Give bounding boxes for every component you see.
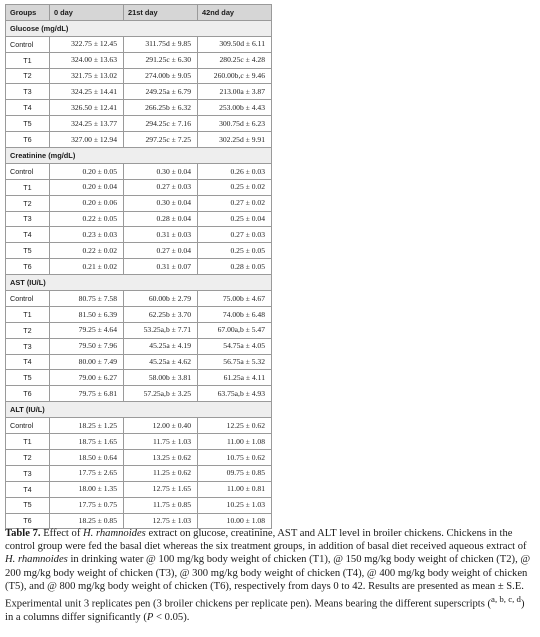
cell-day-42: 11.00 ± 0.81 <box>198 481 272 497</box>
cell-group: T1 <box>6 52 50 68</box>
section-title: ALT (IU/L) <box>6 402 272 418</box>
cell-day-42: 0.25 ± 0.04 <box>198 211 272 227</box>
table-row <box>6 338 272 354</box>
caption-superscripts: a, b, c, d <box>491 594 521 605</box>
cell-day-42: 12.25 ± 0.62 <box>198 418 272 434</box>
table-row <box>6 100 272 116</box>
cell-group: T6 <box>6 259 50 275</box>
cell-day-21: 45.25a ± 4.19 <box>124 338 198 354</box>
cell-group: T6 <box>6 386 50 402</box>
cell-day-21: 274.00b ± 9.05 <box>124 68 198 84</box>
cell-day-0: 17.75 ± 2.65 <box>50 465 124 481</box>
cell-day-21: 58.00b ± 3.81 <box>124 370 198 386</box>
table-row <box>6 449 272 465</box>
cell-day-42: 10.00 ± 1.08 <box>198 513 272 529</box>
cell-day-42: 260.00b,c ± 9.46 <box>198 68 272 84</box>
cell-day-21: 294.25c ± 7.16 <box>124 116 198 132</box>
cell-day-42: 213.00a ± 3.87 <box>198 84 272 100</box>
cell-group: T5 <box>6 497 50 513</box>
cell-day-42: 0.27 ± 0.02 <box>198 195 272 211</box>
cell-day-21: 0.28 ± 0.04 <box>124 211 198 227</box>
table-row <box>6 434 272 450</box>
cell-day-21: 0.30 ± 0.04 <box>124 195 198 211</box>
cell-day-0: 0.21 ± 0.02 <box>50 259 124 275</box>
cell-group: T6 <box>6 513 50 529</box>
cell-day-42: 0.25 ± 0.05 <box>198 243 272 259</box>
cell-group: T3 <box>6 84 50 100</box>
cell-day-42: 75.00b ± 4.67 <box>198 291 272 307</box>
cell-day-21: 11.25 ± 0.62 <box>124 465 198 481</box>
cell-group: T1 <box>6 434 50 450</box>
cell-group: Control <box>6 291 50 307</box>
cell-group: T3 <box>6 465 50 481</box>
cell-day-0: 0.20 ± 0.05 <box>50 163 124 179</box>
cell-group: T4 <box>6 481 50 497</box>
cell-day-21: 0.27 ± 0.04 <box>124 243 198 259</box>
cell-group: T4 <box>6 354 50 370</box>
table-row <box>6 259 272 275</box>
section-title: AST (IU/L) <box>6 275 272 291</box>
cell-day-42: 0.25 ± 0.02 <box>198 179 272 195</box>
cell-day-21: 0.31 ± 0.03 <box>124 227 198 243</box>
cell-day-42: 0.28 ± 0.05 <box>198 259 272 275</box>
cell-day-42: 0.26 ± 0.03 <box>198 163 272 179</box>
cell-day-21: 62.25b ± 3.70 <box>124 306 198 322</box>
cell-day-0: 79.00 ± 6.27 <box>50 370 124 386</box>
cell-group: T2 <box>6 322 50 338</box>
cell-group: Control <box>6 36 50 52</box>
cell-group: T5 <box>6 116 50 132</box>
table-header-row <box>6 5 272 21</box>
table-row <box>6 179 272 195</box>
table-row <box>6 163 272 179</box>
cell-day-21: 12.75 ± 1.65 <box>124 481 198 497</box>
cell-day-0: 0.22 ± 0.02 <box>50 243 124 259</box>
caption-text-4: ) in a columns differ significantly ( <box>5 598 525 623</box>
cell-day-21: 12.00 ± 0.40 <box>124 418 198 434</box>
cell-day-0: 0.22 ± 0.05 <box>50 211 124 227</box>
caption-p-symbol: P <box>146 611 154 623</box>
table-row <box>6 132 272 148</box>
cell-group: Control <box>6 418 50 434</box>
cell-day-42: 67.00a,b ± 5.47 <box>198 322 272 338</box>
cell-day-0: 79.75 ± 6.81 <box>50 386 124 402</box>
cell-day-21: 13.25 ± 0.62 <box>124 449 198 465</box>
cell-group: T1 <box>6 179 50 195</box>
cell-day-42: 253.00b ± 4.43 <box>198 100 272 116</box>
section-header-row <box>6 20 272 36</box>
table-row <box>6 354 272 370</box>
cell-day-0: 327.00 ± 12.94 <box>50 132 124 148</box>
section-header-row <box>6 275 272 291</box>
results-table-container <box>5 4 271 529</box>
table-row <box>6 36 272 52</box>
cell-group: T3 <box>6 211 50 227</box>
cell-group: T6 <box>6 132 50 148</box>
cell-day-0: 18.75 ± 1.65 <box>50 434 124 450</box>
table-row <box>6 386 272 402</box>
cell-group: T2 <box>6 449 50 465</box>
table-row <box>6 322 272 338</box>
cell-day-42: 61.25a ± 4.11 <box>198 370 272 386</box>
cell-day-42: 11.00 ± 1.08 <box>198 434 272 450</box>
cell-day-0: 0.20 ± 0.06 <box>50 195 124 211</box>
cell-day-0: 324.00 ± 13.63 <box>50 52 124 68</box>
cell-day-0: 324.25 ± 13.77 <box>50 116 124 132</box>
table-row <box>6 370 272 386</box>
cell-day-42: 09.75 ± 0.85 <box>198 465 272 481</box>
cell-day-42: 54.75a ± 4.05 <box>198 338 272 354</box>
cell-day-0: 18.25 ± 1.25 <box>50 418 124 434</box>
cell-day-21: 11.75 ± 1.03 <box>124 434 198 450</box>
cell-day-21: 311.75d ± 9.85 <box>124 36 198 52</box>
header-day-42: 42nd day <box>198 5 272 21</box>
caption-text-2: extract on glucose, creatinine, AST and ALT level in broiler chickens. Chickens in the control group were fed the basal diet whereas the six treatment groups, in addition of basal diet received aqueous extract of <box>5 528 527 553</box>
cell-group: T5 <box>6 370 50 386</box>
cell-day-42: 56.75a ± 5.32 <box>198 354 272 370</box>
table-row <box>6 116 272 132</box>
table-row <box>6 481 272 497</box>
header-day-21: 21st day <box>124 5 198 21</box>
cell-day-42: 300.75d ± 6.23 <box>198 116 272 132</box>
cell-group: T5 <box>6 243 50 259</box>
cell-day-0: 79.25 ± 4.64 <box>50 322 124 338</box>
cell-day-0: 17.75 ± 0.75 <box>50 497 124 513</box>
cell-day-42: 10.25 ± 1.03 <box>198 497 272 513</box>
table-row <box>6 84 272 100</box>
cell-day-0: 326.50 ± 12.41 <box>50 100 124 116</box>
cell-day-0: 0.20 ± 0.04 <box>50 179 124 195</box>
cell-group: T3 <box>6 338 50 354</box>
section-header-row <box>6 148 272 164</box>
cell-day-0: 18.50 ± 0.64 <box>50 449 124 465</box>
cell-day-21: 291.25c ± 6.30 <box>124 52 198 68</box>
table-row <box>6 306 272 322</box>
results-table <box>5 4 272 529</box>
caption-species-2: H. rhamnoides <box>5 554 68 566</box>
cell-day-42: 10.75 ± 0.62 <box>198 449 272 465</box>
cell-group: Control <box>6 163 50 179</box>
cell-day-21: 57.25a,b ± 3.25 <box>124 386 198 402</box>
cell-group: T2 <box>6 68 50 84</box>
cell-day-0: 81.50 ± 6.39 <box>50 306 124 322</box>
caption-text-5: < 0.05). <box>153 611 190 623</box>
cell-group: T2 <box>6 195 50 211</box>
cell-day-21: 53.25a,b ± 7.71 <box>124 322 198 338</box>
table-row <box>6 497 272 513</box>
table-row <box>6 195 272 211</box>
cell-day-0: 0.23 ± 0.03 <box>50 227 124 243</box>
cell-day-0: 18.00 ± 1.35 <box>50 481 124 497</box>
cell-day-42: 74.00b ± 6.48 <box>198 306 272 322</box>
header-groups: Groups <box>6 5 50 21</box>
cell-day-42: 302.25d ± 9.91 <box>198 132 272 148</box>
cell-day-21: 11.75 ± 0.85 <box>124 497 198 513</box>
cell-day-0: 321.75 ± 13.02 <box>50 68 124 84</box>
section-title: Creatinine (mg/dL) <box>6 148 272 164</box>
table-row <box>6 418 272 434</box>
section-header-row <box>6 402 272 418</box>
cell-day-42: 280.25c ± 4.28 <box>198 52 272 68</box>
caption-species-1: H. rhamnoides <box>83 528 146 539</box>
table-row <box>6 465 272 481</box>
cell-day-42: 0.27 ± 0.03 <box>198 227 272 243</box>
cell-day-0: 324.25 ± 14.41 <box>50 84 124 100</box>
cell-group: T4 <box>6 100 50 116</box>
caption-label: Table 7. <box>5 528 41 539</box>
cell-day-21: 12.75 ± 1.03 <box>124 513 198 529</box>
table-row <box>6 243 272 259</box>
cell-day-0: 80.00 ± 7.49 <box>50 354 124 370</box>
table-caption <box>5 527 535 624</box>
cell-day-21: 60.00b ± 2.79 <box>124 291 198 307</box>
cell-day-0: 322.75 ± 12.45 <box>50 36 124 52</box>
header-day-0: 0 day <box>50 5 124 21</box>
cell-day-0: 79.50 ± 7.96 <box>50 338 124 354</box>
cell-day-21: 0.27 ± 0.03 <box>124 179 198 195</box>
table-row <box>6 291 272 307</box>
table-row <box>6 211 272 227</box>
section-title: Glucose (mg/dL) <box>6 20 272 36</box>
cell-day-42: 63.75a,b ± 4.93 <box>198 386 272 402</box>
cell-group: T1 <box>6 306 50 322</box>
cell-day-42: 309.50d ± 6.11 <box>198 36 272 52</box>
cell-day-21: 0.30 ± 0.04 <box>124 163 198 179</box>
caption-text-1: Effect of <box>43 528 83 539</box>
cell-day-0: 80.75 ± 7.58 <box>50 291 124 307</box>
table-row <box>6 227 272 243</box>
cell-group: T4 <box>6 227 50 243</box>
cell-day-21: 0.31 ± 0.07 <box>124 259 198 275</box>
cell-day-21: 297.25c ± 7.25 <box>124 132 198 148</box>
table-row <box>6 68 272 84</box>
caption-text-3: in drinking water @ 100 mg/kg body weight of chicken (T1), @ 150 mg/kg body weight of chicken (T2), @ 200 mg/kg body weight of chicken (T3), @ 300 mg/kg body weight of chicken (T4), @ 400 mg/kg body weight of chicken (T5), and @ 800 mg/kg body weight of chicken (T6), respectively from days 0 to 42. Results are presented as mean ± S.E. Experimental unit 3 replicates pen (3 broiler chickens per replicate pen). Means bearing the different superscripts ( <box>5 554 531 610</box>
cell-day-0: 18.25 ± 0.85 <box>50 513 124 529</box>
cell-day-21: 249.25a ± 6.79 <box>124 84 198 100</box>
cell-day-21: 266.25b ± 6.32 <box>124 100 198 116</box>
cell-day-21: 45.25a ± 4.62 <box>124 354 198 370</box>
table-row <box>6 52 272 68</box>
